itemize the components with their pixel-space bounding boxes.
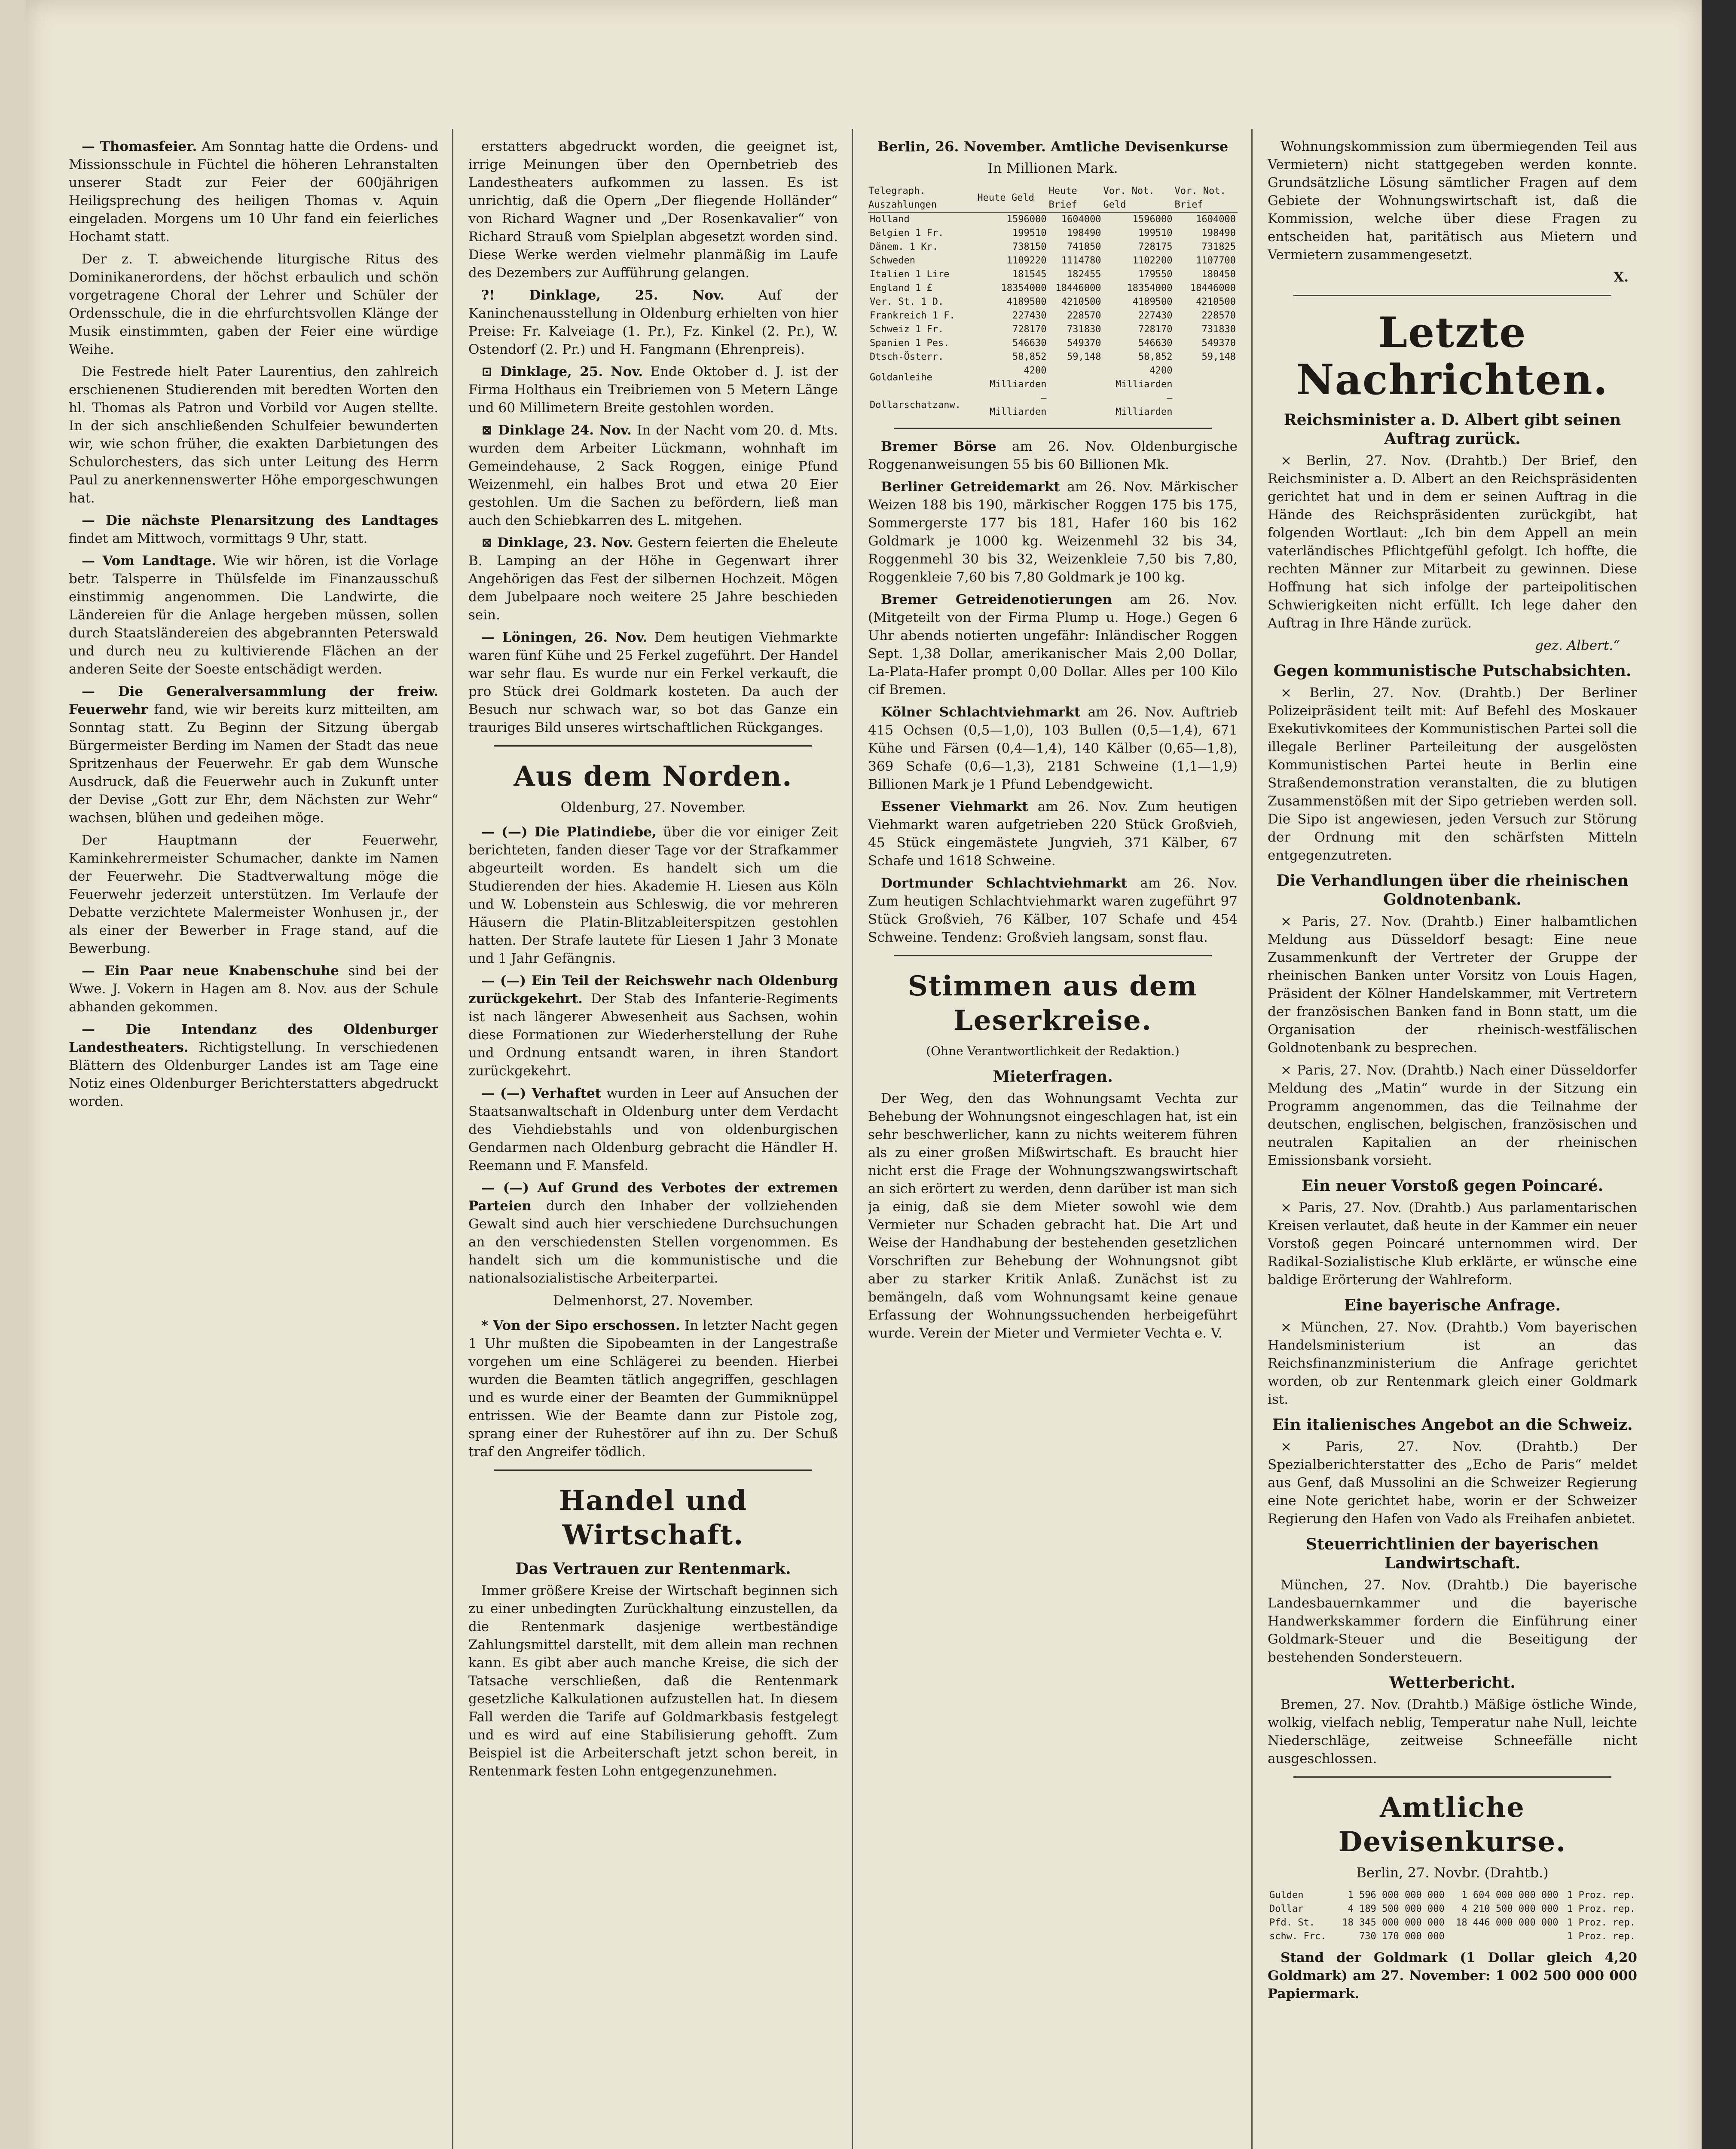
column-rule (452, 129, 453, 2149)
table-cell: 1114780 (1061, 255, 1101, 266)
table-cell: Spanien 1 Pes. (870, 338, 950, 349)
table-cell: Dtsch-Österr. (870, 352, 944, 362)
article-paragraph: * Von der Sipo erschossen. In letzter Nacht gegen 1 Uhr mußten die Sipobeamten in der Langestraße vorgehen um eine Schlägerei zu beenden. Hierbei wurden die Beamten tätlich angegriffen, geschlagen und es wurde einer der Beamten der Gummiknüppel entrissen. Wie der Beamte dann zur Pistole zog, sprang einer der Ruhestörer auf ihn zu. Der Schuß traf den Angreifer tödlich. (468, 1318, 838, 1460)
table-cell: 4210500 (1061, 297, 1101, 307)
table-row (868, 254, 1238, 268)
table-cell: 1596000 (1006, 214, 1047, 225)
article-paragraph: Der Hauptmann der Feuerwehr, Kaminkehrermeister Schumacher, dankte im Namen der Feuerwehr. Die Stadtverwaltung möge die Feuerwehr jederzeit unterstützen. Im Verlaufe der Debatte verzichtete Malermeister Wonhusen jr., der als einer der Bewerber in Frage stand, auf die Bewerbung. (69, 833, 438, 956)
table-cell: 58,852 (1138, 352, 1173, 362)
column-header: Vor. Not. Brief (1174, 184, 1238, 213)
article-paragraph: Der z. T. abweichende liturgische Ritus des Dominikanerordens, der höchst erbaulich und schön vorgetragene Choral der Lehrer und Schüler der Ordensschule, die in die ehrfurchtsvollen Klänge der Musik einstimmten, gaben der Feier eine würdige Weihe. (69, 251, 438, 357)
dateline: Berlin, 27. Novbr. (Drahtb.) (1356, 1864, 1549, 1881)
divider (1293, 1776, 1611, 1778)
subheading: Ein neuer Vorstoß gegen Poincaré. (1301, 1177, 1604, 1195)
table-row (868, 295, 1238, 309)
table-cell: Belgien 1 Fr. (870, 228, 944, 239)
table-cell (1048, 364, 1103, 392)
table-cell: 728175 (1138, 242, 1173, 252)
table-cell (1174, 364, 1238, 392)
table-cell: 4189500 (1132, 297, 1173, 307)
table-row (1268, 1902, 1637, 1916)
article-paragraph: Der Weg, den das Wohnungsamt Vechta zur Behebung der Wohnungsnot eingeschlagen hat, ist ein sehr beschwerlicher, kann zu nichts weiterem führen als zu einer großen Mißwirtschaft. Es braucht hier nicht erst die Frage der Wohnungszwangswirtschaft an sich erörtert zu werden, denn darüber ist man sich ja einig, daß sie dem Mieter sowohl wie dem Vermieter nur Schaden gebracht hat. Die Art und Weise der Handhabung der bestehenden gesetzlichen Vorschriften zur Behebung der Wohnungsnot gibt aber zu starker Kritik Anlaß. Zunächst ist zu bemängeln, daß vom Wohnungsamt keine genaue Erfassung der Wohnungssuchenden herbeigeführt wurde. Verein der Mieter und Vermieter Vechta e. V. (868, 1091, 1238, 1341)
article-paragraph: München, 27. Nov. (Drahtb.) Die bayerische Landesbauernkammer und die bayerische Handwerkskammer fordern die Einführung einer Goldmark-Steuer und die Beseitigung der bestehenden Sondersteuern. (1268, 1577, 1637, 1665)
article-paragraph: — Thomasfeier. Am Sonntag hatte die Ordens- und Missionsschule in Füchtel die höheren Lehranstalten unserer Stadt zur Feier der 600jährigen Heiligsprechung des heiligen Thomas v. Aquin eingeladen. Morgens um 10 Uhr fand ein feierliches Hochamt statt. (69, 139, 438, 245)
article-paragraph: × Paris, 27. Nov. (Drahtb.) Einer halbamtlichen Meldung aus Düsseldorf besagt: Eine neue Zusammenkunft der Vertreter der Gruppe der rheinischen Banken unter Vorsitz von Louis Hagen, Präsident der Kölner Handelskammer, mit Vertretern der französischen Banken fand in Bonn statt, um die Organisation der rheinisch-westfälischen Goldnotenbank zu besprechen. (1268, 914, 1637, 1056)
table-cell: 179550 (1138, 269, 1173, 280)
table-row (868, 323, 1238, 337)
table-header-row (868, 184, 1238, 213)
divider (1293, 295, 1611, 296)
table-cell: England 1 £ (870, 283, 932, 294)
author-mark: X. (1614, 269, 1629, 285)
table-cell: 18354000 (1001, 283, 1047, 294)
table-row (868, 227, 1238, 240)
table-cell: 4200 Milliarden (990, 365, 1047, 390)
article-paragraph: ⊠ Dinklage, 23. Nov. Gestern feierten die Eheleute B. Lamping an der Höhe in Gegenwart ihrer Angehörigen das Fest der silbernen Hochzeit. Mögen dem Jubelpaare noch weitere 25 Jahre beschieden sein. (468, 535, 838, 623)
section-title-trade: Handel und Wirtschaft. (559, 1485, 748, 1551)
article-paragraph: Essener Viehmarkt am 26. Nov. Zum heutigen Viehmarkt waren aufgetrieben 220 Stück Großvieh, 45 Stück eingemästete Jungvieh, 371 Kälber, 67 Schafe und 1618 Schweine. (868, 799, 1238, 869)
column-1 (69, 138, 438, 2149)
article-paragraph: ?! Dinklage, 25. Nov. Auf der Kaninchenausstellung in Oldenburg erhielten von hier Preise: Fr. Kalveiage (1. Pr.), Fz. Kinkel (2. Pr.), W. Ostendorf (2. Pr.) und H. Fangmann (Ehrenpreis). (468, 288, 838, 357)
exchange-rate-table-2 (1268, 1889, 1637, 1944)
section-title-letters: Stimmen aus dem Leserkreise. (908, 970, 1198, 1037)
article-paragraph: — Löningen, 26. Nov. Dem heutigen Viehmarkte waren fünf Kühe und 25 Ferkel zugeführt. Der Handel war sehr flau. Es wurde nur ein Ferkel verkauft, die pro Stück drei Goldmark kosteten. Da auch der Besuch nur schwach war, so bot das Ganze ein trauriges Bild unseres wirtschaftlichen Rückganges. (468, 630, 838, 735)
article-paragraph: Immer größere Kreise der Wirtschaft beginnen sich zu einer unbedingten Zurückhaltung einzustellen, da die Rentenmark dasjenige wertbeständige Zahlungsmittel darstellt, mit dem allein man rechnen kann. Es gibt aber auch manche Kreise, die sich der Tatsache verschließen, daß die Rentenmark gesetzliche Kalkulationen aufzustellen hat. In diesem Fall werden die Tarife auf Goldmarkbasis festgelegt und es wird auf eine Stabilisierung gehofft. Zum Beispiel ist die Arbeiterschaft jetzt schon bereit, in Rentenmark festen Lohn entgegenzunehmen. (468, 1583, 838, 1779)
article-paragraph: — Die nächste Plenarsitzung des Landtages findet am Mittwoch, vormittags 9 Uhr, statt. (69, 513, 438, 546)
table-cell: 198490 (1067, 228, 1101, 239)
article-paragraph: — Vom Landtage. Wie wir hören, ist die Vorlage betr. Talsperre in Thülsfelde im Finanzausschuß einstimmig angenommen. Die Landwirte, die Ländereien für die Anlage hergeben müssen, sollen durch Staatsländereien des abgebrannten Peterswald und durch neu zu kultivierende Flächen an der anderen Seite der Soeste entschädigt werden. (69, 553, 438, 677)
table-cell: 738150 (1012, 242, 1047, 252)
table-cell: 181545 (1012, 269, 1047, 280)
table-cell: Ver. St. 1 D. (870, 297, 944, 307)
table-cell: Frankreich 1 F. (870, 310, 955, 321)
table-cell (1048, 392, 1103, 419)
divider (894, 428, 1212, 429)
subheading: Eine bayerische Anfrage. (1344, 1296, 1561, 1314)
table-cell: Dollar (1269, 1904, 1304, 1914)
dateline: Delmenhorst, 27. November. (553, 1292, 754, 1309)
column-4 (1268, 138, 1637, 2149)
column-rule (1251, 129, 1253, 2149)
goldmark-note: Stand der Goldmark (1 Dollar gleich 4,20 Goldmark) am 27. November: 1 002 500 000 000 Papiermark. (1268, 1950, 1637, 2002)
table-cell: 728170 (1012, 324, 1047, 335)
table-row (868, 240, 1238, 254)
column-header: Vor. Not. Geld (1103, 184, 1174, 213)
table-row (868, 282, 1238, 295)
table-cell: — Milliarden (1116, 393, 1173, 417)
table-cell: Schweiz 1 Fr. (870, 324, 944, 335)
table-cell: 18 446 000 000 000 (1456, 1917, 1559, 1928)
section-title-latest: Letzte Nachrichten. (1296, 308, 1609, 404)
table-cell: 728170 (1138, 324, 1173, 335)
table-row (868, 350, 1238, 364)
subheading: Mieterfragen. (993, 1068, 1113, 1086)
exchange-rate-table (868, 184, 1238, 419)
article-paragraph: Bremer Börse am 26. Nov. Oldenburgische Roggenanweisungen 55 bis 60 Billionen Mk. (868, 439, 1238, 472)
subheading: Steuerrichtlinien der bayerischen Landwirtschaft. (1306, 1535, 1599, 1572)
divider (494, 745, 812, 747)
section-title-north: Aus dem Norden. (513, 760, 793, 793)
table-cell: Schweden (870, 255, 915, 266)
table-cell: 1109220 (1006, 255, 1047, 266)
article-paragraph: Bremen, 27. Nov. (Drahtb.) Mäßige östliche Winde, wolkig, vielfach neblig, Temperatur nahe Null, leichte Niederschläge, zeitweise Schneefälle nicht ausgeschlossen. (1268, 1697, 1637, 1766)
section-title-fx: Amtliche Devisenkurse. (1338, 1791, 1567, 1858)
article-paragraph: — (—) Verhaftet wurden in Leer auf Ansuchen der Staatsanwaltschaft in Oldenburg unter dem Verdacht des Viehdiebstahls und von oldenburgischen Gendarmen nach Oldenburg gebracht die Händler H. Reemann und F. Mansfeld. (468, 1086, 838, 1173)
article-paragraph: × Berlin, 27. Nov. (Drahtb.) Der Brief, den Reichsminister a. D. Albert an den Reichspräsidenten gerichtet hat und in dem er seinen Auftrag in die Hände des Reichspräsidenten zurückgibt, hat folgenden Wortlaut: „Ich bin dem Appell an mein vaterländisches Pflichtgefühl gefolgt. Ich hoffte, die rechten Männer zur Mitarbeit zu gewinnen. Diese Hoffnung hat sich infolge der parteipolitischen Schwierigkeiten nicht erfüllt. Ich lege daher den Auftrag in Ihre Hände zurück. (1268, 453, 1637, 631)
table-cell: 18446000 (1055, 283, 1101, 294)
table-cell: 731830 (1201, 324, 1236, 335)
table-cell: 18446000 (1190, 283, 1236, 294)
article-paragraph: — (—) Die Platindiebe, über die vor einiger Zeit berichteten, fanden dieser Tage vor der Strafkammer abgeurteilt worden. Es handelt sich um die Studierenden der hies. Akademie H. Liesen aus Köln und W. Lobenstein aus Schleswig, die vor mehreren Häusern die Platin-Blitzableiterspitzen gestohlen hatten. Der Strafe lautete für Liesen 1 Jahr 3 Monate und 1 Jahr Gefängnis. (468, 824, 838, 966)
editorial-note: (Ohne Verantwortlichkeit der Redaktion.) (926, 1044, 1180, 1058)
subheading: Die Verhandlungen über die rheinischen Goldnotenbank. (1276, 872, 1629, 909)
article-paragraph: — (—) Auf Grund des Verbotes der extremen Parteien durch den Inhaber der vollziehenden Gewalt sind auch hier verschiedene Durchsuchungen an den verschiedensten Stellen vorgenommen. Es handelt sich um die kommunistische und die nationalsozialistische Arbeiterpartei. (468, 1180, 838, 1286)
article-paragraph: Dortmunder Schlachtviehmarkt am 26. Nov. Zum heutigen Schlachtviehmarkt waren zugeführt 97 Stück Großvieh, 76 Kälber, 107 Schafe und 454 Schweine. Tendenz: Großvieh langsam, sonst flau. (868, 876, 1238, 945)
dateline: Oldenburg, 27. November. (560, 799, 746, 815)
table-cell: 199510 (1138, 228, 1173, 239)
table-cell: 18 345 000 000 000 (1342, 1917, 1445, 1928)
table-cell: 1107700 (1196, 255, 1236, 266)
table-cell: 730 170 000 000 (1359, 1931, 1445, 1942)
table-cell: 58,852 (1012, 352, 1047, 362)
article-paragraph: × Paris, 27. Nov. (Drahtb.) Der Spezialberichterstatter des „Echo de Paris“ meldet aus Genf, daß Mussolini an die Schweizer Regierung eine Note gerichtet habe, worin er der Schweizer Regierung den Hafen von Vado als Freihafen anbietet. (1268, 1439, 1637, 1527)
table-row (868, 213, 1238, 227)
fx-table-subtitle: In Millionen Mark. (987, 160, 1118, 176)
table-cell: 1 Proz. rep. (1567, 1904, 1635, 1914)
article-paragraph: — Ein Paar neue Knabenschuhe sind bei der Wwe. J. Vokern in Hagen am 8. Nov. aus der Schule abhanden gekommen. (69, 963, 438, 1015)
article-paragraph: ⊠ Dinklage 24. Nov. In der Nacht vom 20. d. Mts. wurden dem Arbeiter Lückmann, wohnhaft im Gemeindehause, 2 Sack Roggen, einige Pfund Weizenmehl, ein halbes Brot und etwa 20 Eier gestohlen. Um die Sachen zu befördern, ließ man auch den Schiebkarren des L. mitgehen. (468, 422, 838, 528)
table-cell: 4189500 (1006, 297, 1047, 307)
article-paragraph: Wohnungskommission zum übermiegenden Teil aus Vermietern) nicht stattgegeben werden konnte. Grundsätzliche Lösung sämtlicher Fragen auf dem Gebiete der Wohnungswirtschaft ist, daß die Kommission, welche über diese Fragen zu entscheiden hat, paritätisch aus Mietern und Vermietern zusammengesetzt. (1268, 139, 1637, 263)
table-cell: 199510 (1012, 228, 1047, 239)
table-cell: Pfd. St. (1269, 1917, 1315, 1928)
table-row (1268, 1930, 1637, 1944)
article-paragraph: — Die Intendanz des Oldenburger Landestheaters. Richtigstellung. In verschiedenen Blättern des Oldenburger Landes ist am Tage eine Notiz eines Oldenburger Berichterstatters abgedruckt worden. (69, 1022, 438, 1109)
table-cell: Dänem. 1 Kr. (870, 242, 938, 252)
table-row (1268, 1916, 1637, 1930)
table-cell: 198490 (1201, 228, 1236, 239)
table-cell: 180450 (1201, 269, 1236, 280)
article-paragraph: × Berlin, 27. Nov. (Drahtb.) Der Berliner Polizeipräsident teilt mit: Auf Befehl des Moskauer Exekutivkomitees der Kommunistischen Partei soll die illegale Berliner Parteileitung der ausgelösten Kommunistischen Partei heute in Berlin eine Straßendemonstration veranstalten, die zu blutigen Zusammenstößen mit der Sipo getrieben werden soll. Die Sipo ist angewiesen, jeden Versuch zur Störung der Ordnung mit den schärfsten Mitteln entgegenzutreten. (1268, 685, 1637, 863)
table-cell: 1604000 (1196, 214, 1236, 225)
column-header: Telegraph. Auszahlungen (868, 184, 977, 213)
divider (494, 1469, 812, 1471)
table-cell: 1102200 (1132, 255, 1173, 266)
table-cell: 18354000 (1127, 283, 1173, 294)
table-cell: 549370 (1067, 338, 1101, 349)
table-cell: Italien 1 Lire (870, 269, 950, 280)
table-cell: 4200 Milliarden (1116, 365, 1173, 390)
article-paragraph: — Die Generalversammlung der freiw. Feuerwehr fand, wie wir bereits kurz mitteilten, am Sonntag statt. Zu Beginn der Sitzung übergab Bürgermeister Berding im Namen der Stadt das neue Spritzenhaus der Feuerwehr. Er gab dem Wunsche Ausdruck, daß die Feuerwehr auch in Zukunft unter der Devise „Gott zur Ehr, dem Nächsten zur Wehr“ wachsen, blühen und gedeihen möge. (69, 684, 438, 826)
table-cell: 227430 (1138, 310, 1173, 321)
table-cell: 741850 (1067, 242, 1101, 252)
divider (894, 955, 1212, 956)
subheading: Reichsminister a. D. Albert gibt seinen Auftrag zurück. (1284, 411, 1621, 448)
table-cell (1174, 392, 1238, 419)
table-cell: 546630 (1012, 338, 1047, 349)
table-cell: 4 189 500 000 000 (1348, 1904, 1445, 1914)
table-cell: Goldanleihe (870, 372, 932, 383)
table-cell: 59,148 (1067, 352, 1101, 362)
table-cell: 1604000 (1061, 214, 1101, 225)
column-3 (868, 138, 1238, 2149)
table-row (868, 309, 1238, 323)
table-cell: 1 Proz. rep. (1567, 1931, 1635, 1942)
subheading: Gegen kommunistische Putschabsichten. (1273, 662, 1632, 680)
column-header: Heute Brief (1048, 184, 1103, 213)
table-cell: 731830 (1067, 324, 1101, 335)
table-cell: — Milliarden (990, 393, 1047, 417)
article-paragraph: Kölner Schlachtviehmarkt am 26. Nov. Auftrieb 415 Ochsen (0,5—1,0), 103 Bullen (0,5—1,4), 671 Kühe und Färsen (0,4—1,4), 140 Kälber (0,65—1,8), 369 Schafe (0,6—1,3), 2181 Schweine (1,1—1,9) Billionen Mark je 1 Pfund Lebendgewicht. (868, 704, 1238, 792)
article-paragraph: Bremer Getreidenotierungen am 26. Nov. (Mitgeteilt von der Firma Plump u. Hoge.) Gegen 6 Uhr abends notierten ungefähr: Inländischer Roggen Sept. 1,38 Dollar, amerikanischer Mais 2,00 Dollar, La-Plata-Hafer prompt 0,00 Dollar. Alles per 100 Kilo cif Bremen. (868, 592, 1238, 698)
table-cell: 4 210 500 000 000 (1461, 1904, 1559, 1914)
table-cell: 1 Proz. rep. (1567, 1890, 1635, 1901)
table-row (868, 364, 1238, 392)
table-cell: 182455 (1067, 269, 1101, 280)
column-rule (852, 129, 853, 2149)
table-cell: 227430 (1012, 310, 1047, 321)
table-cell: Gulden (1269, 1890, 1304, 1901)
subheading: Wetterbericht. (1389, 1674, 1516, 1692)
signature: gez. Albert.“ (1535, 638, 1620, 653)
article-paragraph: × Paris, 27. Nov. (Drahtb.) Nach einer Düsseldorfer Meldung des „Matin“ wurde in der Sitzung ein Programm angenommen, das die Teilnahme der deutschen, englischen, belgischen, französischen und neutralen Kapitalien an der rheinischen Emissionsbank vorsieht. (1268, 1062, 1637, 1168)
article-paragraph: ⊡ Dinklage, 25. Nov. Ende Oktober d. J. ist der Firma Holthaus ein Treibriemen von 5 Metern Länge und 60 Millimetern Breite gestohlen worden. (468, 364, 838, 416)
table-cell: 228570 (1201, 310, 1236, 321)
article-paragraph: × Paris, 27. Nov. (Drahtb.) Aus parlamentarischen Kreisen verlautet, daß heute in der Kammer ein neuer Vorstoß gegen Poincaré unternommen wird. Der Radikal-Sozialistische Klub erklärte, er wünsche eine baldige Erörterung der Wahlreform. (1268, 1200, 1637, 1288)
table-cell: 549370 (1201, 338, 1236, 349)
article-paragraph: — (—) Ein Teil der Reichswehr nach Oldenburg zurückgekehrt. Der Stab des Infanterie-Regiments ist nach längerer Abwesenheit aus Sachsen, wohin diese Formationen zur Wiederherstellung der Ruhe und Ordnung entsandt waren, in ihren Standort zurückgekehrt. (468, 973, 838, 1079)
table-cell: 1 604 000 000 000 (1461, 1890, 1559, 1901)
table-row (868, 268, 1238, 282)
table-cell: 546630 (1138, 338, 1173, 349)
article-paragraph: Berliner Getreidemarkt am 26. Nov. Märkischer Weizen 188 bis 190, märkischer Roggen 175 bis 175, Sommergerste 177 bis 181, Hafer 160 bis 162 Goldmark je 1000 kg. Weizenmehl 32 bis 34, Roggenmehl 30 bis 32, Weizenkleie 7,50 bis 7,80, Roggenkleie 7,60 bis 7,80 Goldmark je 100 kg. (868, 479, 1238, 585)
table-cell: 1 Proz. rep. (1567, 1917, 1635, 1928)
subheading: Ein italienisches Angebot an die Schweiz. (1272, 1416, 1633, 1434)
table-cell: 228570 (1067, 310, 1101, 321)
table-cell: Holland (870, 214, 910, 225)
table-cell (1446, 1930, 1560, 1944)
column-header: Heute Geld (977, 184, 1048, 213)
article-paragraph: Die Festrede hielt Pater Laurentius, den zahlreich erschienenen Studierenden mit beredten Worten den hl. Thomas als Patron und Vorbild vor Augen stellte. In der sich anschließenden Schulfeier bewunderten wir, wie schon früher, die exakten Darbietungen des Schulorchesters, das sich unter Leitung des Herrn Paul zu anerkennenswerter Höhe emporgeschwungen hat. (69, 364, 438, 506)
table-cell: 731825 (1201, 242, 1236, 252)
subheading: Das Vertrauen zur Rentenmark. (515, 1560, 791, 1578)
fx-table-title: Berlin, 26. November. Amtliche Devisenkurse (877, 138, 1229, 155)
article-paragraph: erstatters abgedruckt worden, die geeignet ist, irrige Meinungen über den Opernbetrieb des Landestheaters aufkommen zu lassen. Es ist unrichtig, daß die Opern „Der fliegende Holländer“ von Richard Wagner und „Der Rosenkavalier“ von Richard Strauß vom Spielplan abgesetzt worden sind. Diese Werke werden vielmehr planmäßig im Laufe des Dezembers zur Aufführung gelangen. (468, 139, 838, 281)
table-row (868, 392, 1238, 419)
table-row (1268, 1889, 1637, 1902)
table-row (868, 337, 1238, 350)
table-cell: 59,148 (1201, 352, 1236, 362)
table-cell: 1 596 000 000 000 (1348, 1890, 1445, 1901)
table-cell: schw. Frc. (1269, 1931, 1326, 1942)
table-cell: Dollarschatzanw. (870, 400, 961, 410)
table-cell: 4210500 (1196, 297, 1236, 307)
table-cell: 1596000 (1132, 214, 1173, 225)
article-paragraph: × München, 27. Nov. (Drahtb.) Vom bayerischen Handelsministerium ist an das Reichsfinanzministerium die Anfrage gerichtet worden, ob zur Rentenmark gleich einer Goldmark ist. (1268, 1319, 1637, 1407)
column-2 (468, 138, 838, 2149)
